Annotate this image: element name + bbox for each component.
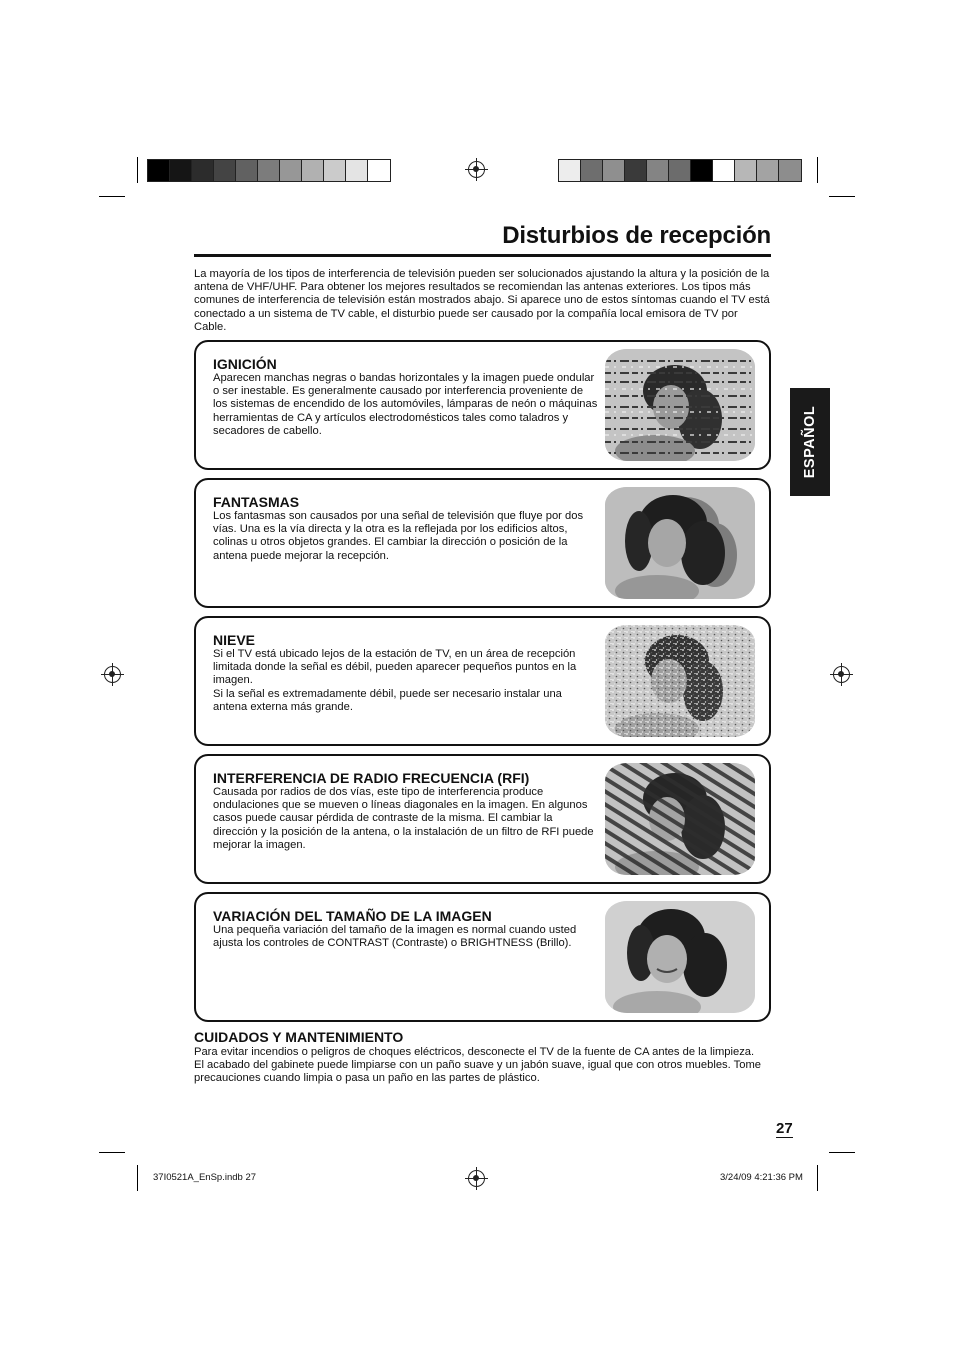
crop-mark	[137, 1165, 138, 1191]
registration-mark-icon	[833, 666, 850, 683]
color-swatch	[581, 160, 603, 181]
crop-mark	[829, 1152, 855, 1153]
color-swatch	[779, 160, 801, 181]
page-number: 27	[776, 1120, 793, 1137]
footer-timestamp: 3/24/09 4:21:36 PM	[720, 1172, 803, 1183]
crop-mark	[817, 157, 818, 183]
color-calibration-bar-left	[147, 159, 391, 182]
section-body: Si el TV está ubicado lejos de la estación de TV, en un área de recepción limitada donde la señal es débil, pueden aparecer pequeños puntos en la imagen. Si la señal es extremadamente débil, puede ser necesario instalar una antena externa más grande.	[213, 648, 577, 713]
color-swatch	[148, 160, 170, 181]
footer-file-name: 37I0521A_EnSp.indb 27	[153, 1172, 257, 1183]
crop-mark	[99, 196, 125, 197]
care-body: Para evitar incendios o peligros de choques eléctricos, desconecte el TV de la fuente de CA antes de la limpieza. El acabado del gabinete puede limpiarse con un paño suave y un jabón suave, igual que con otros muebles. Tome precauciones cuando limpia o pasa un paño en las partes de plástico.	[194, 1046, 762, 1085]
color-swatch	[214, 160, 236, 181]
registration-mark-icon	[468, 161, 485, 178]
color-swatch	[258, 160, 280, 181]
section-body: Los fantasmas son causados por una señal de televisión que fluye por dos vías. Una es la vía directa y la otra es la reflejada por los edificios altos, colinas u otros objetos grandes. El cambiar la dirección o posición de la antena puede mejorar la recepción.	[213, 510, 584, 562]
color-swatch	[625, 160, 647, 181]
language-tab	[790, 388, 830, 496]
color-swatch	[368, 160, 390, 181]
intro-paragraph: La mayoría de los tipos de interferencia de televisión pueden ser solucionados ajustando la altura y la posición de la antena de VHF/UHF. Para obtener los mejores resultados se recomiendan las antenas exteriores. Los tipos más comunes de interferencia de televisión están mostrados abajo. Si aparece uno de estos síntomas cuando el TV está conectado a un sistema de TV cable, el disturbio puede ser causado por la compañía local emisora de TV por Cable.	[194, 268, 770, 333]
color-swatch	[324, 160, 346, 181]
registration-mark-icon	[104, 666, 121, 683]
tv-ghost-image	[605, 487, 755, 599]
section-body: Una pequeña variación del tamaño de la imagen es normal cuando usted ajusta los controles de CONTRAST (Contraste) o BRIGHTNESS (Brillo).	[213, 924, 577, 950]
tv-snow-image	[605, 625, 755, 737]
section-ignition	[194, 340, 771, 470]
page-title: Disturbios de recepción	[194, 222, 771, 257]
care-heading: CUIDADOS Y MANTENIMIENTO	[194, 1029, 404, 1045]
color-swatch	[192, 160, 214, 181]
tv-ignition-interference-image	[605, 349, 755, 461]
color-swatch	[559, 160, 581, 181]
section-heading: NIEVE	[213, 632, 256, 648]
crop-mark	[99, 1152, 125, 1153]
color-swatch	[280, 160, 302, 181]
section-heading: VARIACIÓN DEL TAMAÑO DE LA IMAGEN	[213, 908, 492, 924]
color-swatch	[236, 160, 258, 181]
section-snow	[194, 616, 771, 746]
color-swatch	[603, 160, 625, 181]
crop-mark	[817, 1165, 818, 1191]
section-body: Aparecen manchas negras o bandas horizontales y la imagen puede ondular o ser inestable. Es generalmente causado por interferencia proveniente de los sistemas de encendido de los automóviles, lámparas de neón o máquinas herramientas de CA y artículos electrodomésticos tales como taladros y secadores de cabello.	[213, 372, 598, 437]
color-swatch	[346, 160, 368, 181]
section-heading: IGNICIÓN	[213, 356, 277, 372]
section-image-size-variation	[194, 892, 771, 1022]
crop-mark	[829, 196, 855, 197]
color-swatch	[669, 160, 691, 181]
color-swatch	[757, 160, 779, 181]
section-rfi	[194, 754, 771, 884]
color-calibration-bar-right	[558, 159, 802, 182]
color-swatch	[170, 160, 192, 181]
section-body: Causada por radios de dos vías, este tipo de interferencia produce ondulaciones que se mueven o líneas diagonales en la imagen. En algunos casos puede causar pérdida de contraste de la misma. El cambiar la dirección y la posición de la antena, o la instalación de un filtro de RFI puede mejorar la imagen.	[213, 786, 594, 851]
section-ghosts	[194, 478, 771, 608]
registration-mark-icon	[468, 1170, 485, 1187]
color-swatch	[302, 160, 324, 181]
color-swatch	[647, 160, 669, 181]
crop-mark	[137, 157, 138, 183]
color-swatch	[713, 160, 735, 181]
tv-image-size-variation-image	[605, 901, 755, 1013]
language-tab-label: ESPAÑOL	[802, 405, 818, 479]
section-heading: INTERFERENCIA DE RADIO FRECUENCIA (RFI)	[213, 770, 530, 786]
tv-rfi-diagonal-lines-image	[605, 763, 755, 875]
section-heading: FANTASMAS	[213, 494, 300, 510]
color-swatch	[691, 160, 713, 181]
color-swatch	[735, 160, 757, 181]
